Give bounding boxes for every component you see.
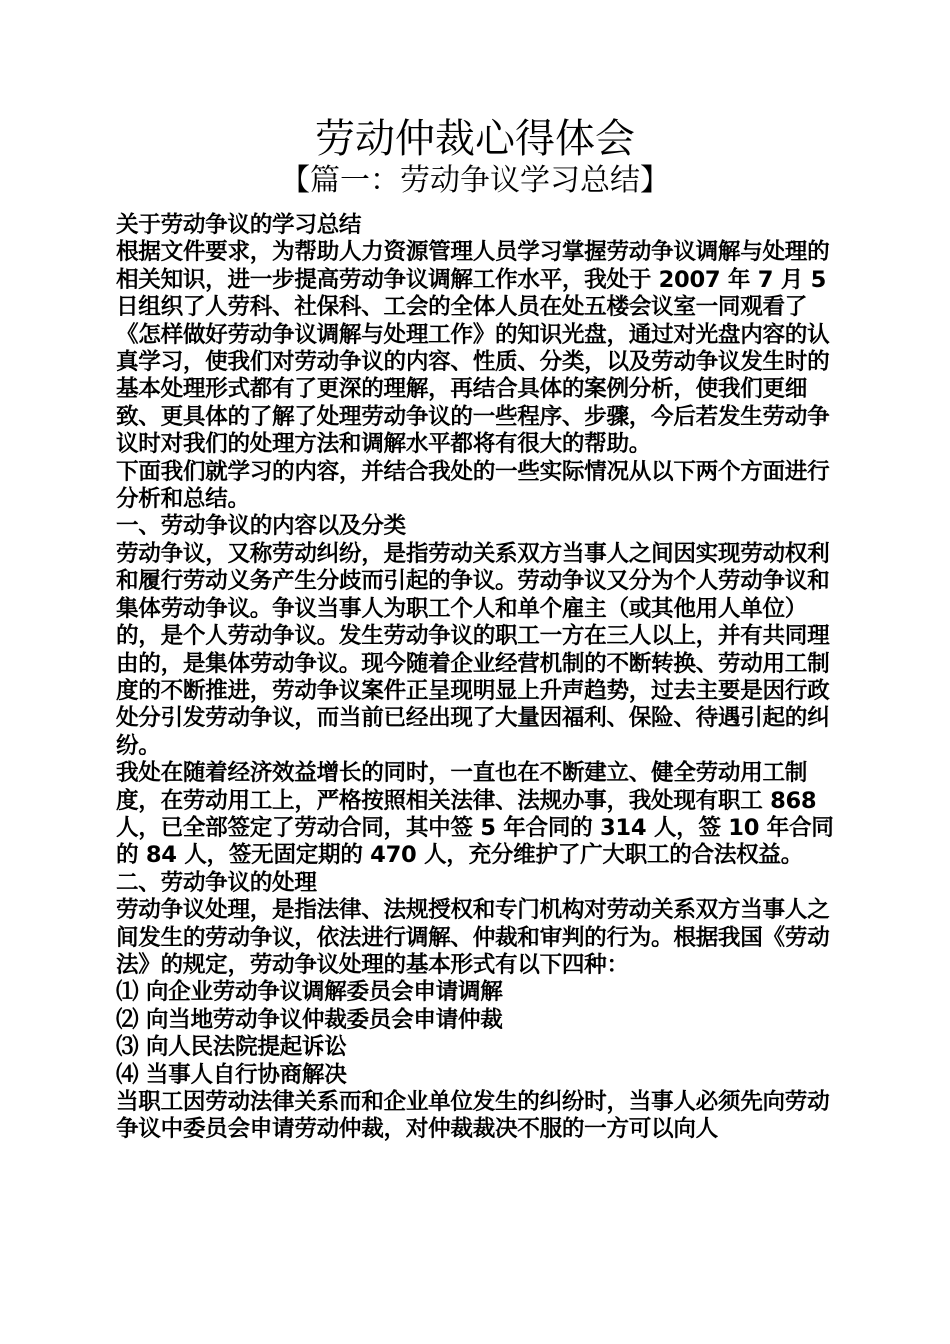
list-item: ⑴ 向企业劳动争议调解委员会申请调解 (116, 979, 503, 1006)
paragraph: 劳动争议处理，是指法律、法规授权和专门机构对劳动关系双方当事人之间发生的劳动争议，依法进行调解、仲裁和审判的行为。根据我国《劳动法》的规定，劳动争议处理的基本形式有以下四种： (116, 897, 830, 978)
paragraph: 下面我们就学习的内容，并结合我处的一些实际情况从以下两个方面进行分析和总结。 (116, 458, 830, 513)
section-heading: 二、劳动争议的处理 (116, 869, 317, 896)
section-heading: 一、劳动争议的内容以及分类 (116, 513, 406, 540)
paragraph: 劳动争议，又称劳动纠纷，是指劳动关系双方当事人之间因实现劳动权利和履行劳动义务产生分歧而引起的争议。劳动争议又分为个人劳动争议和集体劳动争议。争议当事人为职工个人和单个雇主（或其他用人单位）的，是个人劳动争议。发生劳动争议的职工一方在三人以上，并有共同理由的，是集体劳动争议。现今随着企业经营机制的不断转换、劳动用工制度的不断推进，劳动争议案件正呈现明显上升声趋势，过去主要是因行政处分引发劳动争议，而当前已经出现了大量因福利、保险、待遇引起的纠纷。 (116, 540, 830, 759)
document-body (116, 212, 838, 1144)
document-subtitle: 【篇一：劳动争议学习总结】 (280, 163, 670, 198)
list-item: ⑶ 向人民法院提起诉讼 (116, 1034, 347, 1061)
document-title: 劳动仲裁心得体会 (315, 116, 635, 162)
list-item: ⑵ 向当地劳动争议仲裁委员会申请仲裁 (116, 1006, 503, 1033)
paragraph: 我处在随着经济效益增长的同时，一直也在不断建立、健全劳动用工制度，在劳动用工上，严格按照相关法律、法规办事，我处现有职工 868 人，已全部签定了劳动合同，其中签 5 年合同的 314 人，签 10 年合同的 84 人，签无固定期的 470 人，充分维护了广大职工的合法权益。 (116, 760, 834, 869)
paragraph: 当职工因劳动法律关系而和企业单位发生的纠纷时，当事人必须先向劳动争议中委员会申请劳动仲裁，对仲裁裁决不服的一方可以向人 (116, 1089, 830, 1143)
list-item: ⑷ 当事人自行协商解决 (116, 1061, 347, 1088)
section-heading: 关于劳动争议的学习总结 (116, 212, 362, 238)
paragraph: 根据文件要求，为帮助人力资源管理人员学习掌握劳动争议调解与处理的相关知识，进一步提高劳动争议调解工作水平，我处于 2007 年 7 月 5 日组织了人劳科、社保科、工会的全体人员在处五楼会议室一同观看了《怎样做好劳动争议调解与处理工作》的知识光盘，通过对光盘内容的认真学习，使我们对劳动争议的内容、性质、分类，以及劳动争议发生时的基本处理形式都有了更深的理解，再结合具体的案例分析，使我们更细致、更具体的了解了处理劳动争议的一些程序、步骤，今后若发生劳动争议时对我们的处理方法和调解水平都将有很大的帮助。 (116, 239, 830, 458)
